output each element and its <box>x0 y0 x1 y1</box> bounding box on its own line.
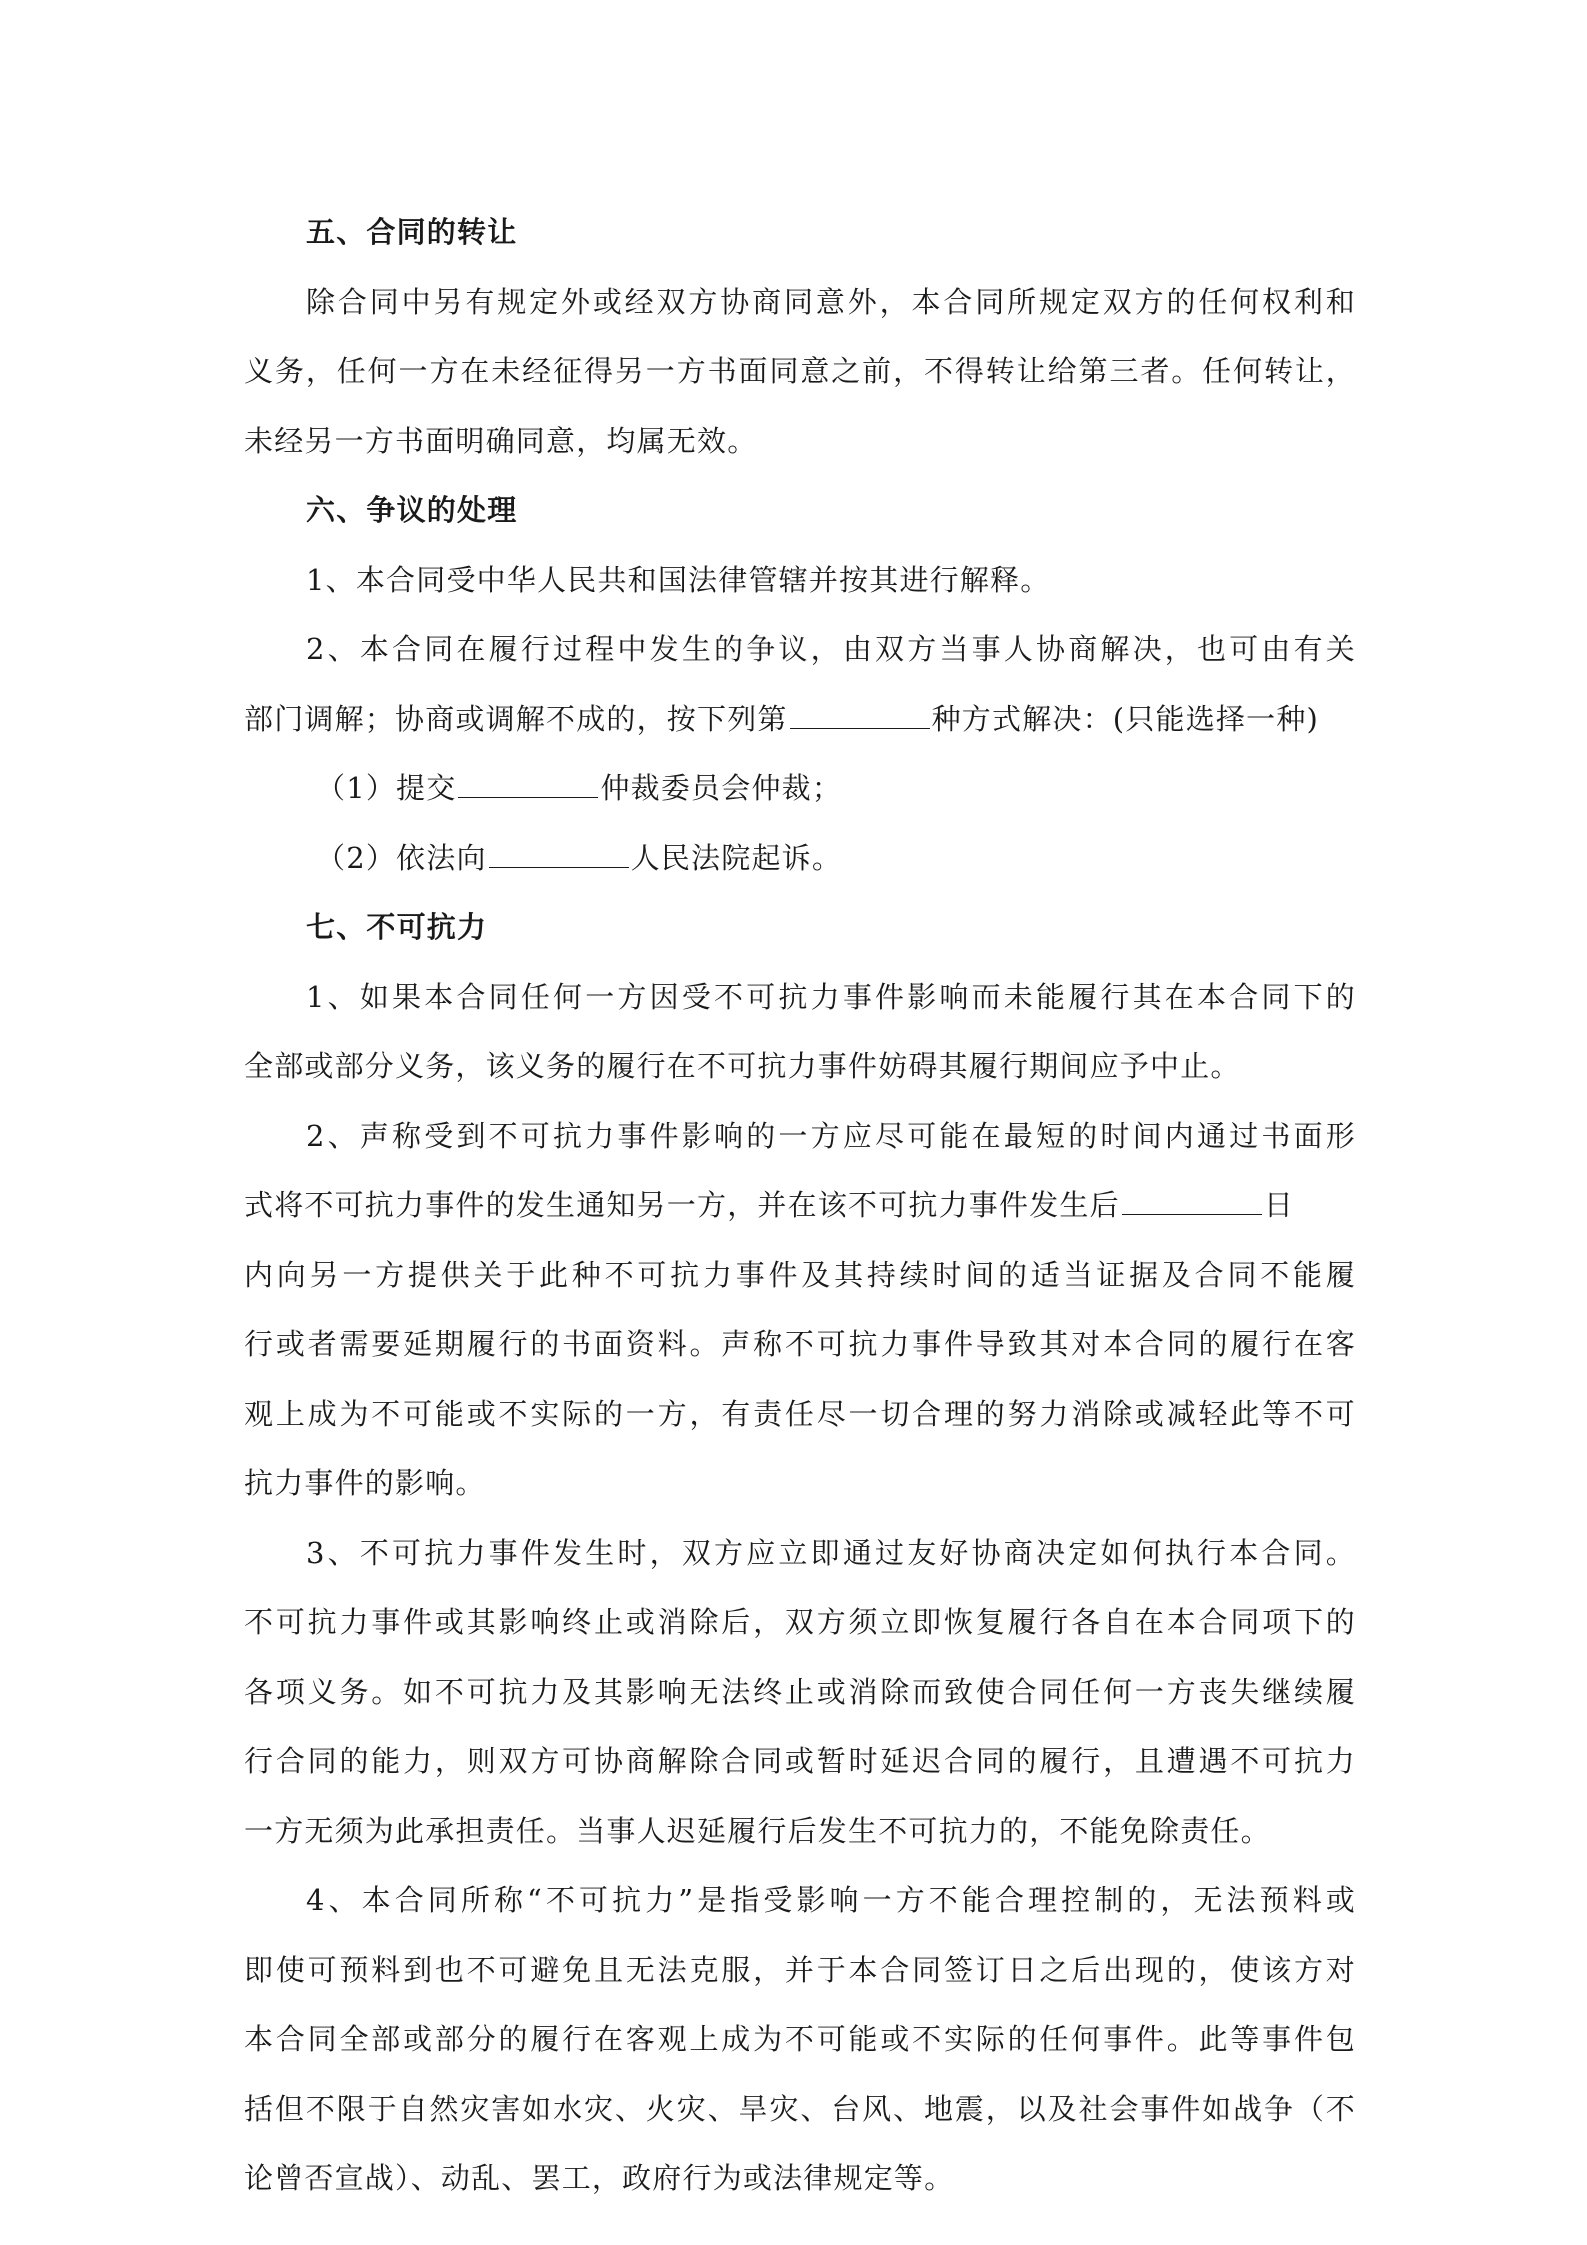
section-5-text-line: 义务，任何一方在未经征得另一方书面同意之前，不得转让给第三者。任何转让， <box>244 354 1356 388</box>
section-5-title: 五、合同的转让 <box>306 215 518 249</box>
section-7-clause-4-line: 4、本合同所称“不可抗力”是指受影响一方不能合理控制的，无法预料或 <box>306 1883 1356 1917</box>
section-7-clause-1-line: 1、如果本合同任何一方因受不可抗力事件影响而未能履行其在本合同下的 <box>306 979 1356 1014</box>
section-6-option-2 <box>244 824 1356 894</box>
fill-in-blank-days[interactable] <box>1122 1190 1262 1215</box>
section-6-title: 六、争议的处理 <box>306 493 518 527</box>
section-7-clause-4-line: 本合同全部或部分的履行在客观上成为不可能或不实际的任何事件。此等事件包 <box>244 2022 1356 2056</box>
clause-text: 日 <box>1263 1188 1295 1222</box>
section-7-clause-4-line: 论曾否宣战）、动乱、罢工，政府行为或法律规定等。 <box>244 2161 955 2195</box>
option-text: （2）依法向 <box>316 840 487 875</box>
section-7-clause-3-line: 行合同的能力，则双方可协商解除合同或暂时延迟合同的履行，且遭遇不可抗力 <box>244 1744 1356 1778</box>
section-6-clause-2-line: 2、本合同在履行过程中发生的争议，由双方当事人协商解决，也可由有关 <box>306 632 1356 666</box>
section-6-clause-1: 1、本合同受中华人民共和国法律管辖并按其进行解释。 <box>306 562 1051 597</box>
clause-text: 种方式解决：(只能选择一种) <box>931 701 1320 736</box>
section-7-clause-2-line: 2、声称受到不可抗力事件影响的一方应尽可能在最短的时间内通过书面形 <box>306 1118 1356 1153</box>
clause-text: 式将不可抗力事件的发生通知另一方，并在该不可抗力事件发生后 <box>244 1188 1120 1222</box>
section-7-clause-4-line: 括但不限于自然灾害如水灾、火灾、旱灾、台风、地震，以及社会事件如战争（不 <box>244 2091 1356 2126</box>
section-7-clause-3-line: 不可抗力事件或其影响终止或消除后，双方须立即恢复履行各自在本合同项下的 <box>244 1605 1356 1639</box>
section-7-clause-2-line: 观上成为不可能或不实际的一方，有责任尽一切合理的努力消除或减轻此等不可 <box>244 1396 1356 1431</box>
section-5-text-line: 未经另一方书面明确同意，均属无效。 <box>244 423 758 458</box>
clause-text: 部门调解；协商或调解不成的，按下列第 <box>244 701 788 736</box>
section-6-option-1 <box>244 754 1356 824</box>
section-7-title: 七、不可抗力 <box>306 910 488 944</box>
section-7-clause-3-line: 一方无须为此承担责任。当事人迟延履行后发生不可抗力的，不能免除责任。 <box>244 1813 1271 1848</box>
fill-in-blank-choice[interactable] <box>790 704 930 729</box>
section-5-text-line: 除合同中另有规定外或经双方协商同意外，本合同所规定双方的任何权利和 <box>306 284 1356 319</box>
section-7-clause-2-line: 抗力事件的影响。 <box>244 1466 486 1500</box>
option-text: 人民法院起诉。 <box>630 840 843 875</box>
fill-in-blank-arbitration[interactable] <box>458 773 598 798</box>
section-6-clause-2-line <box>244 685 1356 755</box>
option-text: （1）提交 <box>316 771 457 805</box>
option-text: 仲裁委员会仲裁； <box>600 771 843 805</box>
section-7-clause-4-line: 即使可预料到也不可避免且无法克服，并于本合同签订日之后出现的，使该方对 <box>244 1952 1356 1987</box>
contract-body <box>244 198 1356 2214</box>
section-7-clause-2-line: 行或者需要延期履行的书面资料。声称不可抗力事件导致其对本合同的履行在客 <box>244 1327 1356 1361</box>
section-7-clause-2-line: 内向另一方提供关于此种不可抗力事件及其持续时间的适当证据及合同不能履 <box>244 1257 1356 1292</box>
section-7-clause-3-line: 各项义务。如不可抗力及其影响无法终止或消除而致使合同任何一方丧失继续履 <box>244 1674 1356 1709</box>
section-7-clause-1-line: 全部或部分义务，该义务的履行在不可抗力事件妨碍其履行期间应予中止。 <box>244 1049 1241 1083</box>
section-7-clause-3-line: 3、不可抗力事件发生时，双方应立即通过友好协商决定如何执行本合同。 <box>306 1535 1356 1570</box>
section-7-clause-2-line <box>244 1171 1356 1241</box>
fill-in-blank-court[interactable] <box>489 843 629 868</box>
